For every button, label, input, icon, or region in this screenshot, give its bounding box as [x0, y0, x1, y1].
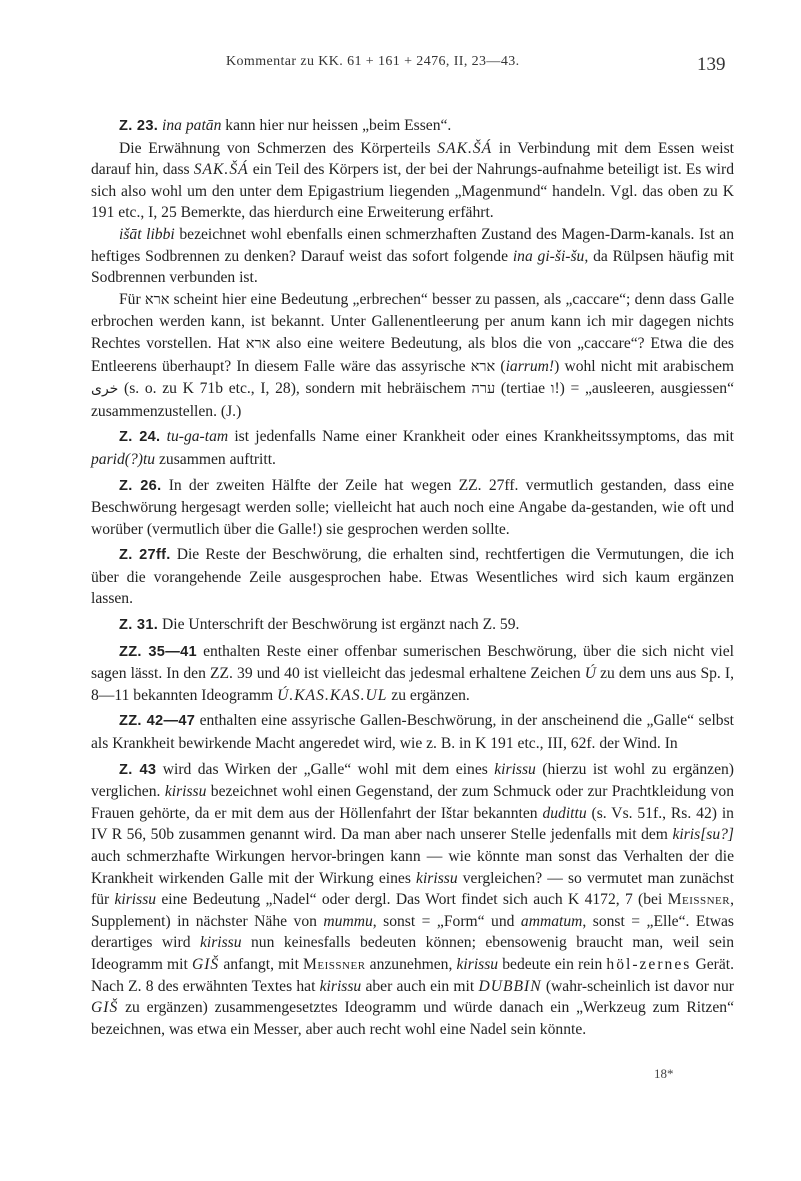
transliteration: kirissu	[494, 760, 536, 778]
paragraph-text: (	[495, 357, 506, 375]
transliteration: kirissu	[114, 891, 157, 909]
line-ref-label: Z. 43	[119, 761, 157, 778]
sumerogram: GIŠ	[191, 955, 220, 973]
paragraph-text: In der zweiten Hälfte der Zeile hat wegen ZZ. 27ff. vermutlich gestanden, dass eine Beschwörung hergesagt werden solle; vielleicht hat auch noch eine Angabe da-gestanden, wie oft und worüber (vermutlich über die Galle!) sie gesprochen werden sollte.	[91, 476, 734, 538]
line-ref-label: ZZ. 42—47	[119, 713, 196, 730]
sumerogram: Ú.KAS.KAS.UL	[277, 686, 388, 704]
paragraph-text: zu dem uns aus Sp. I, 8—11 bekannten Ideogramm	[91, 665, 734, 704]
paragraph-text: nun keinesfalls bedeuten können; ebensowenig braucht man, weil sein Ideogramm mit	[91, 934, 734, 973]
hebrew-word: ארא	[144, 291, 170, 308]
line-ref-label: ZZ. 35—41	[119, 643, 197, 660]
paragraph-text: Für	[119, 290, 145, 308]
paragraph-text: zu ergänzen) zusammengesetztes Ideogramm und würde danach ein „Werkzeug zum Ritzen“ bezeichnen, was etwa ein Messer, aber auch recht wohl eine Nadel sein könnte.	[91, 999, 734, 1038]
paragraph-text: , Supplement) in nächster Nähe von	[91, 891, 734, 930]
transliteration: ina patān	[162, 117, 222, 134]
paragraph-text: zu ergänzen.	[387, 686, 470, 704]
paragraph-text: bedeute ein rein	[498, 955, 607, 973]
paragraph-text: zusammen auftritt.	[155, 450, 276, 468]
hebrew-word: ערה	[471, 381, 496, 398]
sumerogram: Ú	[584, 665, 596, 683]
emphasized-text: höl-zernes	[606, 955, 692, 973]
transliteration: kirissu	[416, 869, 458, 887]
paragraph-text: !) = „ausleeren, ausgiessen“ zusammenzustellen. (J.)	[91, 380, 735, 420]
paragraph-text: auch schmerzhafte Wirkungen hervor-bringen kann — wie könnte man sonst das Verhalten der die Krankheit wirkenden Galle mit der Wirkung eines	[91, 848, 734, 887]
author-name: Meissner	[303, 955, 366, 973]
hebrew-word: ארא	[245, 335, 271, 352]
hebrew-letter: ו	[550, 381, 555, 398]
paragraph-zz42-47	[91, 710, 734, 754]
sumerogram: SAK.ŠÁ	[193, 161, 249, 179]
paragraph-text: , sonst = „Form“ und	[372, 912, 521, 930]
paragraph-body-text	[91, 138, 734, 224]
paragraph-text: Die Erwähnung von Schmerzen des Körperteils	[119, 139, 438, 157]
sumerogram: DUBBIN	[478, 977, 542, 995]
paragraph-text: bezeichnet wohl ebenfalls einen schmerzhaften Zustand des Magen-Darm-kanals. Ist an heftiges Sodbrennen zu denken? Darauf weist das sofort folgende	[91, 225, 734, 265]
sumerogram: GIŠ	[91, 999, 119, 1017]
paragraph-z24	[91, 426, 734, 470]
paragraph-text: also eine weitere Bedeutung, als blos die von „caccare“? Etwa die des Entleerens überhaupt? In diesem Falle wäre das assyrische	[91, 334, 734, 375]
paragraph-zz35-41	[91, 641, 734, 707]
line-ref-label: Z. 23.	[119, 118, 159, 134]
paragraph-text: ein Teil des Körpers ist, der bei der Nahrungs-aufnahme beteiligt ist. Es wird sich also wohl um den unter dem Epigastrium liegenden „Magenmund“ handeln. Vgl. das oben zu K 191 etc., I, 25 Bemerkte, das hierdurch eine Erweiterung erfährt.	[91, 161, 735, 222]
paragraph-text: vergleichen? — so vermutet man zunächst für	[91, 869, 735, 909]
transliteration: tu-ga-tam	[166, 428, 229, 446]
transliteration: dudittu	[542, 804, 587, 822]
paragraph-text: eine Bedeutung „Nadel“ oder dergl. Das Wort findet sich auch K 4172, 7 (bei	[156, 891, 668, 909]
paragraph-text: anzunehmen,	[365, 955, 457, 973]
paragraph-text: Die Reste der Beschwörung, die erhalten sind, rechtfertigen die Vermutungen, die ich über die vorangehende Zeile ausgesprochen habe. Etwas Wesentliches wird sich kaum ergänzen lassen.	[91, 546, 734, 608]
sumerogram: SAK.ŠÁ	[437, 139, 493, 157]
hebrew-word: ארא	[470, 358, 496, 375]
paragraph-z26	[91, 475, 734, 541]
paragraph-text: in Verbindung mit dem Essen weist darauf hin, dass	[91, 139, 734, 179]
paragraph-text: Gerät. Nach Z. 8 des erwähnten Textes hat	[91, 955, 735, 995]
paragraph-text: Die Unterschrift der Beschwörung ist ergänzt nach Z. 59.	[158, 616, 520, 634]
page-header	[0, 52, 801, 92]
transliteration: kirissu	[456, 955, 499, 973]
paragraph-text: scheint hier eine Bedeutung „erbrechen“ besser zu passen, als „caccare“; denn dass Galle erbrochen werden kann, ist bekannt. Unter Gallenentleerung per anum kann ich mir dagegen nichts Rechtes vorstellen. Hat	[91, 290, 735, 352]
paragraph-z43	[91, 759, 734, 1041]
paragraph-text: ) wohl nicht mit arabischem	[554, 357, 735, 375]
paragraph-text: wird das Wirken der „Galle“ wohl mit dem eines	[156, 760, 495, 778]
transliteration: iarrum!	[505, 357, 555, 375]
transliteration: kirissu	[319, 977, 362, 995]
paragraph-text: (tertiae	[495, 380, 551, 398]
transliteration: ina gi-ši-šu,	[512, 247, 589, 265]
paragraph-text: ist jedenfalls Name einer Krankheit oder eines Krankheitssymptoms, das mit	[228, 428, 734, 446]
paragraph-text: enthalten Reste einer offenbar sumerischen Beschwörung, über die sich nicht viel sagen lässt. In den ZZ. 39 und 40 ist vielleicht das jedesmal erhaltene Zeichen	[91, 642, 734, 683]
transliteration: parid(?)tu	[91, 450, 156, 468]
line-ref-label: Z. 31.	[119, 617, 159, 634]
printer-signature-mark: 18*	[654, 1066, 674, 1081]
paragraph-text: , sonst = „Elle“. Etwas derartiges wird	[91, 912, 734, 952]
paragraph-text: (hierzu ist wohl zu ergänzen) verglichen.	[91, 760, 734, 801]
running-head: Kommentar zu KK. 61 + 161 + 2476, II, 23—43.	[226, 54, 520, 69]
paragraph-body-text	[91, 289, 734, 423]
commentary-body	[91, 115, 734, 1040]
paragraph-text: anfangt, mit	[219, 955, 304, 973]
transliteration: ammatum	[520, 912, 583, 930]
page-number: 139	[697, 54, 726, 75]
paragraph-text: (s. o. zu K 71b etc., I, 28), sondern mit hebräischem	[118, 380, 472, 398]
line-ref-label: Z. 24.	[119, 429, 161, 446]
paragraph-text: da Rülpsen häufig mit Sodbrennen verbunden ist.	[91, 247, 734, 287]
paragraph-text: bezeichnet wohl einen Gegenstand, der zum Schmuck oder zur Prachtkleidung von Frauen gehörte, da er mit dem aus der Höllenfahrt der Ištar bekannten	[91, 783, 734, 822]
paragraph-text: (wahr-scheinlich ist davor nur	[541, 977, 734, 995]
paragraph-z23	[91, 115, 734, 138]
paragraph-text: aber auch ein mit	[361, 977, 479, 995]
arabic-word: خرى	[91, 381, 119, 398]
transliteration: išāt libbi	[119, 225, 175, 243]
author-name: Meissner	[667, 891, 731, 909]
paragraph-z31	[91, 614, 734, 637]
paragraph-text: (s. Vs. 51f., Rs. 42) in IV R 56, 50b zusammen genannt wird. Da man aber nach unserer Stelle jedenfalls mit dem	[91, 804, 734, 844]
line-ref-label: Z. 26.	[119, 477, 162, 494]
transliteration: kirissu	[164, 783, 207, 801]
paragraph-text: enthalten eine assyrische Gallen-Beschwörung, in der anscheinend die „Galle“ selbst als Krankheit bewirkende Macht angeredet wird, wie z. B. in K 191 etc., III, 62f. der Wind. In	[91, 712, 734, 753]
transliteration: kirissu	[199, 934, 242, 952]
paragraph-body-text	[91, 224, 734, 289]
line-ref-label: Z. 27ff.	[119, 547, 171, 564]
transliteration: mummu	[323, 912, 373, 930]
paragraph-z27ff	[91, 544, 734, 610]
transliteration: kiris[su?]	[672, 826, 734, 844]
paragraph-text: kann hier nur heissen „beim Essen“.	[221, 117, 452, 134]
